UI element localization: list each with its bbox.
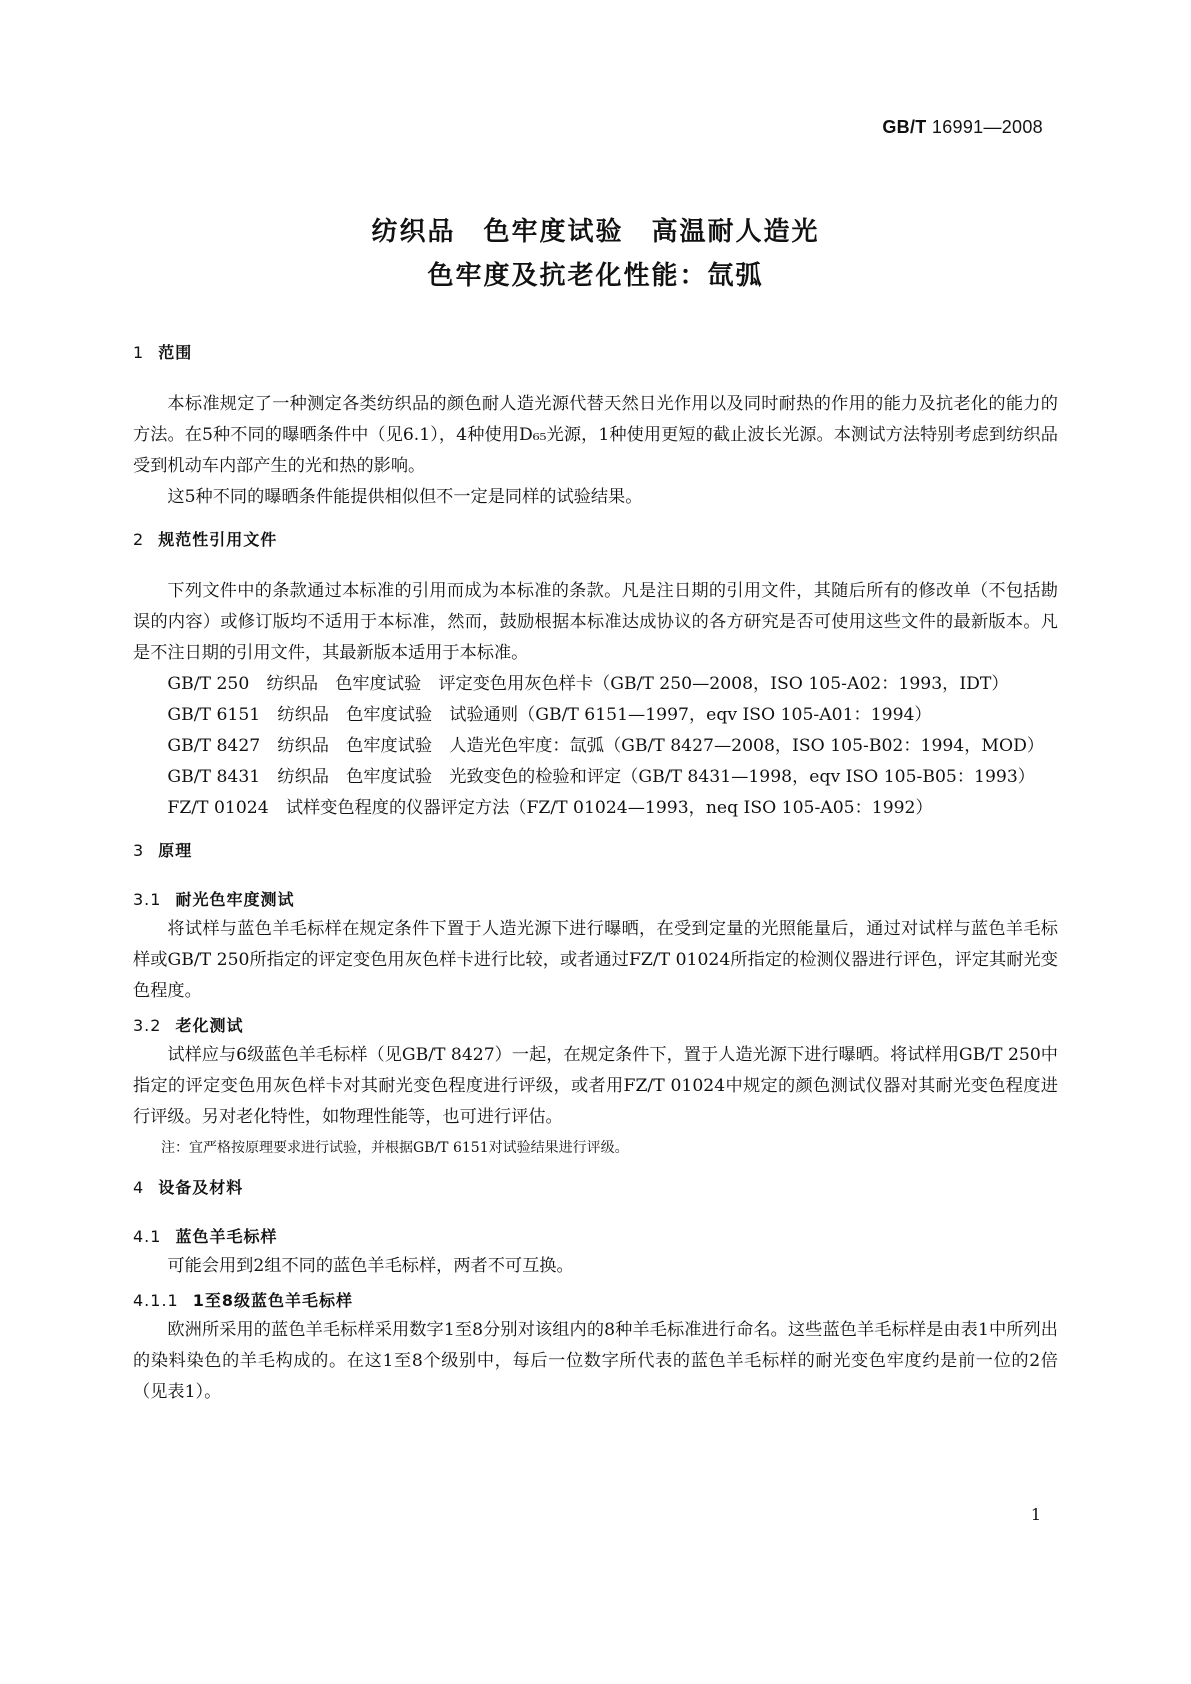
subsection-number: 4.1.1 [133,1291,179,1310]
standard-prefix: GB/T [882,117,927,137]
reference-item: GB/T 250 纺织品 色牢度试验 评定变色用灰色样卡（GB/T 250—2008，ISO 105-A02：1993，IDT） [167,674,1009,694]
paragraph: 将试样与蓝色羊毛标样在规定条件下置于人造光源下进行曝晒，在受到定量的光照能量后，通过对试样与蓝色羊毛标样或GB/T 250所指定的评定变色用灰色样卡进行比较，或者通过FZ/T 01024所指定的检测仪器进行评色，评定其耐光变色程度。 [133,919,1058,1001]
paragraph: 试样应与6级蓝色羊毛标样（见GB/T 8427）一起，在规定条件下，置于人造光源下进行曝晒。将试样用GB/T 250中指定的评定变色用灰色样卡对其耐光变色程度进行评级，或者用FZ/T 01024中规定的颜色测试仪器对其耐光变色程度进行评级。另对老化特性，如物理性能等，也可进行评估。 [133,1045,1058,1127]
note: 注：宜严格按原理要求进行试验，并根据GB/T 6151对试验结果进行评级。 [161,1140,629,1156]
subsection-4-1-1-heading [133,1288,1058,1311]
standard-number [882,117,1043,138]
section-title: 设备及材料 [158,1178,244,1197]
reference-item: GB/T 6151 纺织品 色牢度试验 试验通则（GB/T 6151—1997，eqv ISO 105-A01：1994） [167,705,932,725]
reference-item: GB/T 8431 纺织品 色牢度试验 光致变色的检验和评定（GB/T 8431—1998，eqv ISO 105-B05：1993） [167,767,1035,787]
subsection-title: 耐光色牢度测试 [175,890,295,909]
section-3-heading [133,838,1058,861]
reference-item: FZ/T 01024 试样变色程度的仪器评定方法（FZ/T 01024—1993，neq ISO 105-A05：1992） [167,798,933,818]
section-number: 4 [133,1178,145,1197]
document-title [0,210,1191,298]
page-number: 1 [1030,1505,1041,1524]
title-line-2: 色牢度及抗老化性能：氙弧 [427,261,764,291]
section-title: 原理 [158,841,193,860]
subsection-number: 3.2 [133,1016,162,1035]
section-title: 范围 [158,343,193,362]
subsection-title: 1至8级蓝色羊毛标样 [192,1291,353,1310]
subsection-number: 4.1 [133,1227,162,1246]
paragraph: 下列文件中的条款通过本标准的引用而成为本标准的条款。凡是注日期的引用文件，其随后所有的修改单（不包括勘误的内容）或修订版均不适用于本标准，然而，鼓励根据本标准达成协议的各方研究是否可使用这些文件的最新版本。凡是不注日期的引用文件，其最新版本适用于本标准。 [133,581,1058,663]
section-4-heading [133,1175,1058,1198]
subsection-3-2-heading [133,1013,1058,1036]
section-number: 3 [133,841,145,860]
section-2-heading [133,527,1058,550]
title-line-1: 纺织品 色牢度试验 高温耐人造光 [371,217,820,247]
document-body [133,340,1058,1408]
paragraph: 本标准规定了一种测定各类纺织品的颜色耐人造光源代替天然日光作用以及同时耐热的作用的能力及抗老化的能力的方法。在5种不同的曝晒条件中（见6.1），4种使用D₆₅光源，1种使用更短的截止波长光源。本测试方法特别考虑到纺织品受到机动车内部产生的光和热的影响。 [133,394,1058,476]
subsection-3-1-heading [133,887,1058,910]
subsection-title: 蓝色羊毛标样 [175,1227,278,1246]
subsection-4-1-heading [133,1224,1058,1247]
section-number: 2 [133,530,145,549]
paragraph: 欧洲所采用的蓝色羊毛标样采用数字1至8分别对该组内的8种羊毛标准进行命名。这些蓝色羊毛标样是由表1中所列出的染料染色的羊毛构成的。在这1至8个级别中，每后一位数字所代表的蓝色羊毛标样的耐光变色牢度约是前一位的2倍（见表1）。 [133,1320,1058,1402]
reference-item: GB/T 8427 纺织品 色牢度试验 人造光色牢度：氙弧（GB/T 8427—2008，ISO 105-B02：1994，MOD） [167,736,1045,756]
subsection-number: 3.1 [133,890,162,909]
paragraph: 可能会用到2组不同的蓝色羊毛标样，两者不可互换。 [167,1256,574,1276]
section-title: 规范性引用文件 [158,530,278,549]
paragraph: 这5种不同的曝晒条件能提供相似但不一定是同样的试验结果。 [167,487,643,507]
section-number: 1 [133,343,145,362]
section-1-heading [133,340,1058,363]
standard-code: 16991—2008 [931,117,1043,137]
subsection-title: 老化测试 [175,1016,244,1035]
